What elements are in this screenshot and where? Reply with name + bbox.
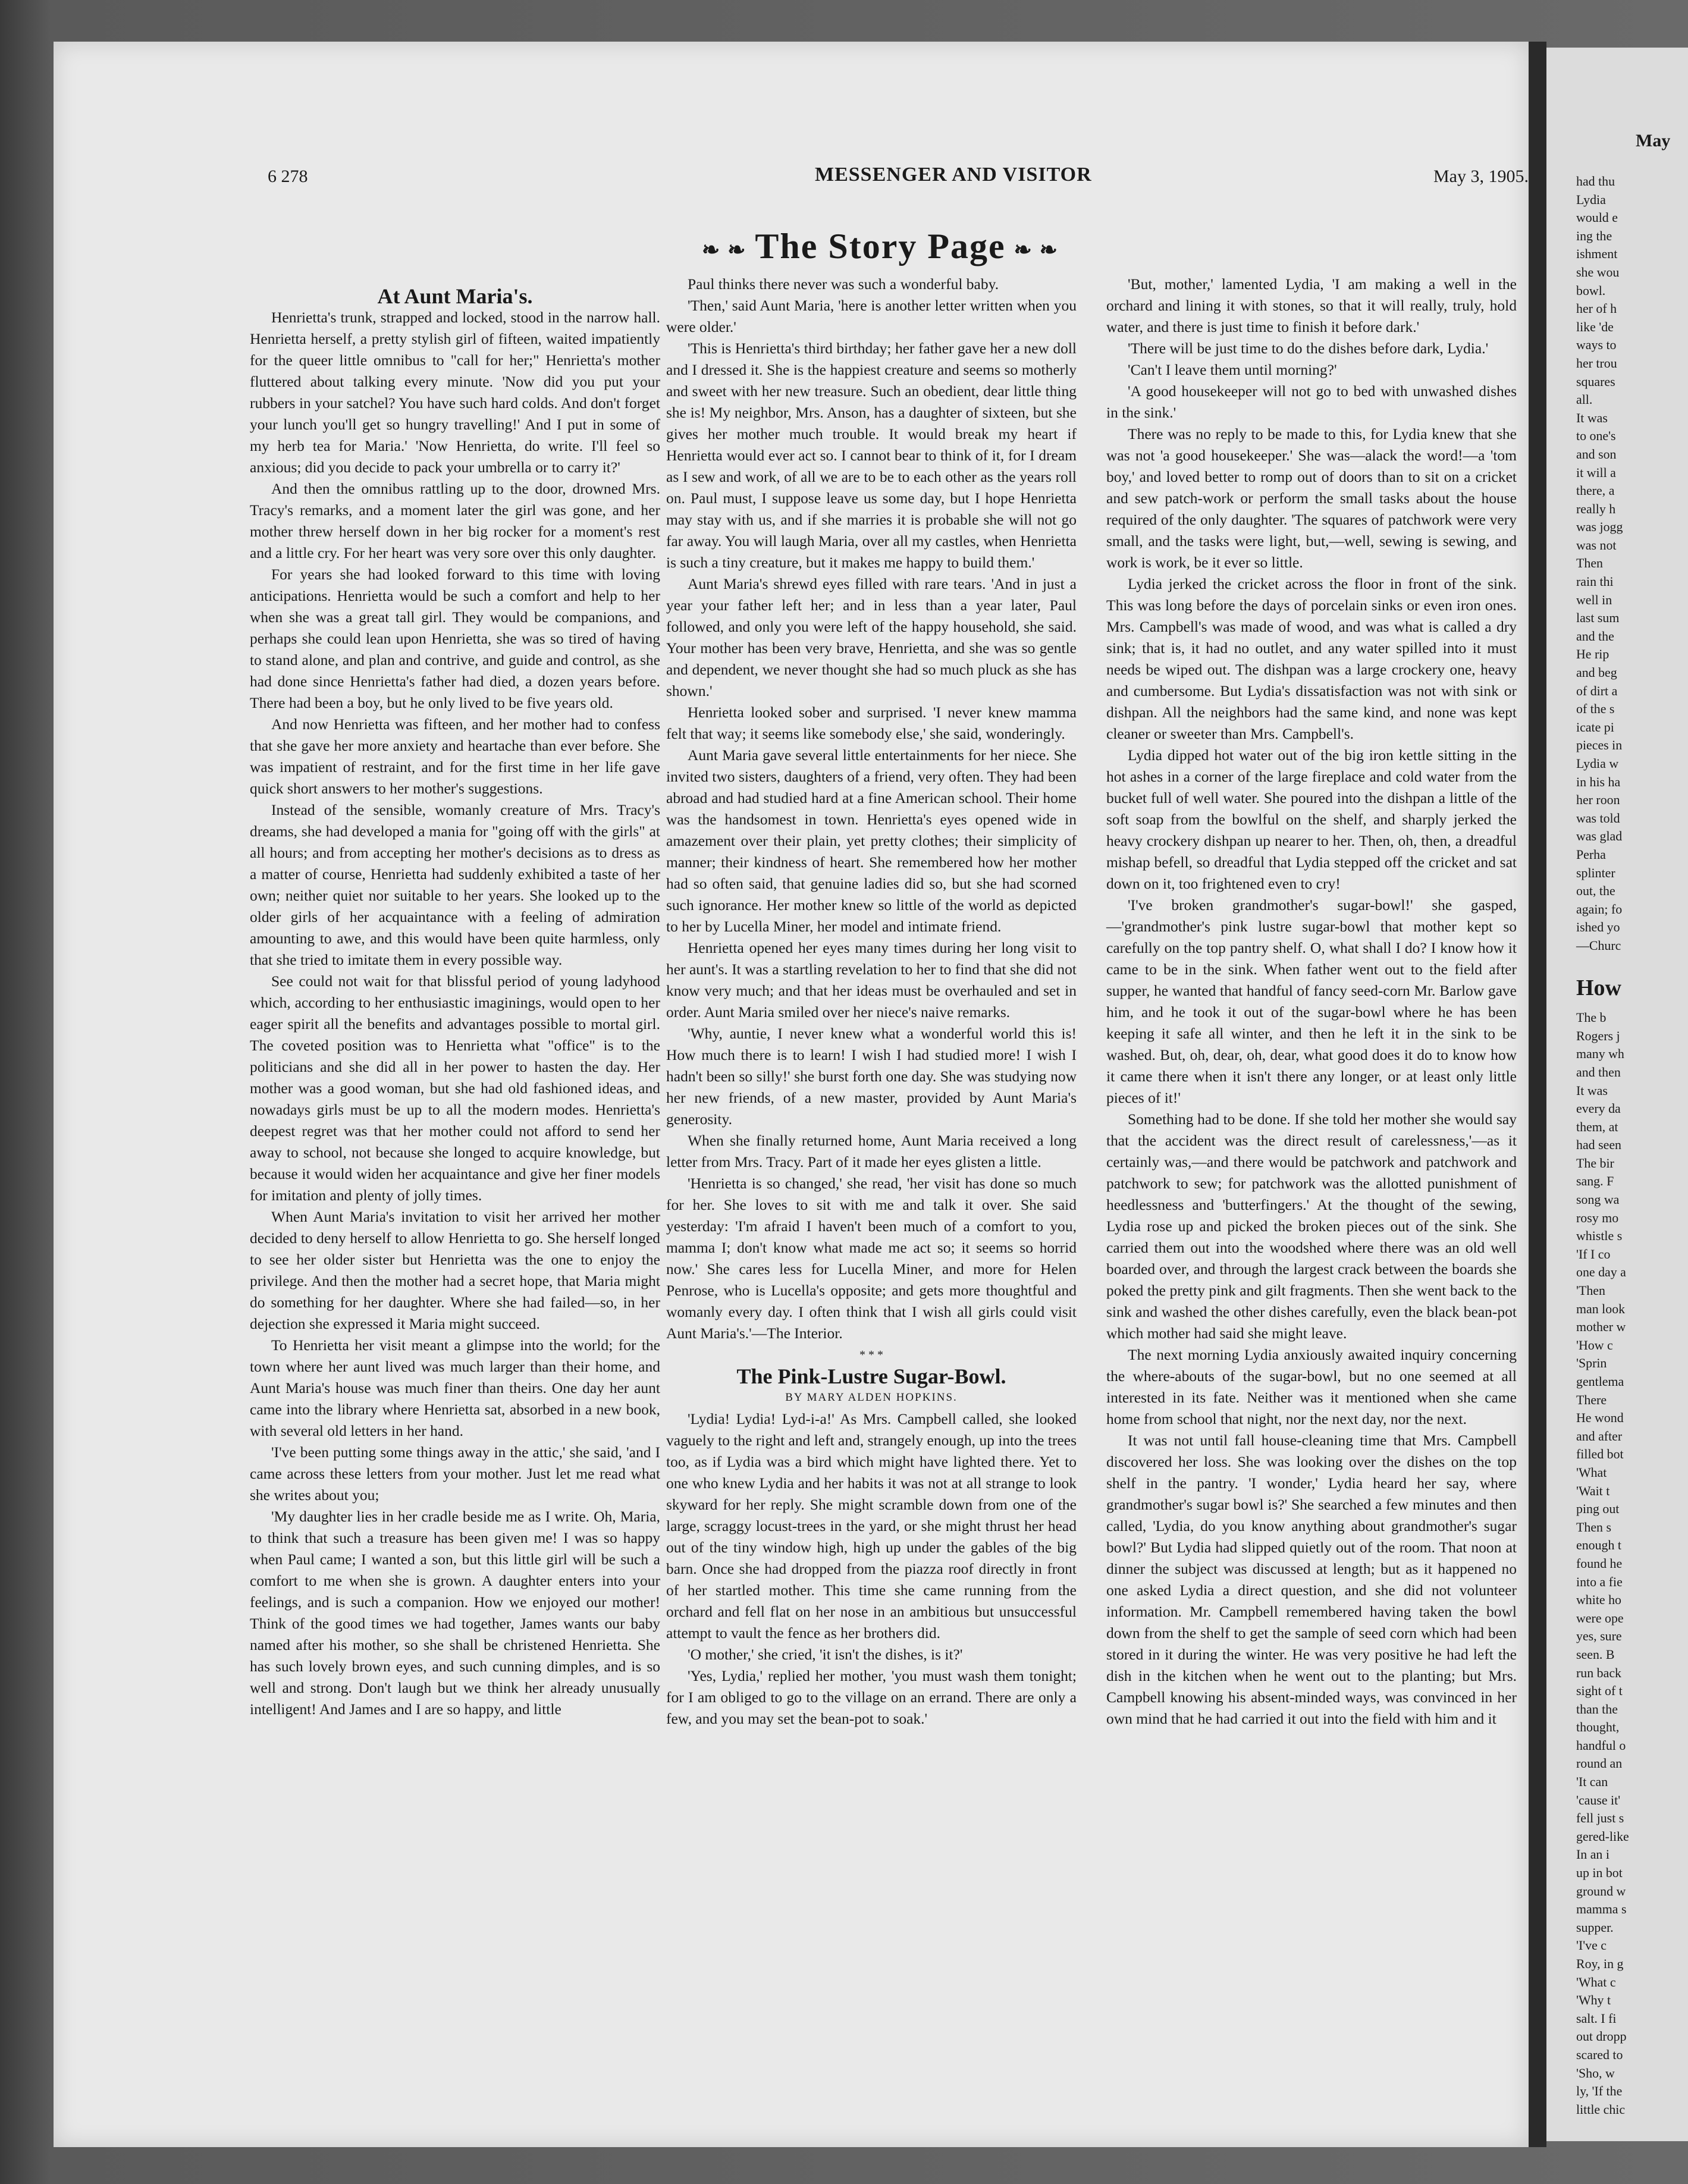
text-line: ground w — [1576, 1883, 1626, 1899]
text-line: 'Sho, w — [1576, 2065, 1615, 2081]
text-line: and son — [1576, 446, 1617, 462]
text-line: up in bot — [1576, 1865, 1623, 1881]
paragraph: Aunt Maria's shrewd eyes filled with rare tears. 'And in just a year your father left her; and in less than a year later, Paul followed, and only you were left of the happy household, she said. Your mother has been very brave, Henrietta, and she was so gentle and dependent, we never thought she had so much pluck as she has shown.' — [666, 575, 1077, 699]
text-line: filled bot — [1576, 1446, 1624, 1462]
text-line: and beg — [1576, 665, 1617, 680]
text-line: had thu — [1576, 174, 1615, 189]
column-3 — [1106, 274, 1517, 1730]
issue-date: May 3, 1905. — [1433, 167, 1529, 186]
text-line: bowl. — [1576, 283, 1606, 298]
text-line: sight of t — [1576, 1683, 1623, 1699]
text-line: thought, — [1576, 1719, 1620, 1735]
text-line: really h — [1576, 501, 1616, 516]
text-line: sang. F — [1576, 1173, 1614, 1189]
paragraph: 'Why, auntie, I never knew what a wonderful world this is! How much there is to learn! I wish I had studied more! I wish I hadn't been so silly!' she burst forth one day. She was studying now her new friends, of a new master, provided by Aunt Maria's generosity. — [666, 1025, 1077, 1128]
text-line: Roy, in g — [1576, 1956, 1624, 1971]
ornament-right-icon: ❧ ❧ — [1014, 238, 1059, 262]
text-line: ishment — [1576, 246, 1618, 262]
text-line: gered-like — [1576, 1828, 1629, 1844]
section-title — [672, 226, 1088, 267]
paragraph: 'But, mother,' lamented Lydia, 'I am making a well in the orchard and lining it with stones, so that it will really, truly, hold water, and there is just time to finish it before dark.' — [1106, 275, 1517, 335]
column-1 — [250, 285, 660, 1720]
paragraph: 'Can't I leave them until morning?' — [1128, 361, 1337, 378]
article-title: The Pink-Lustre Sugar-Bowl. — [736, 1364, 1006, 1388]
text-line: He rip — [1576, 647, 1609, 662]
text-line: 'What c — [1576, 1974, 1616, 1990]
text-line: salt. I fi — [1576, 2010, 1617, 2026]
text-line: In an i — [1576, 1847, 1609, 1862]
text-line: all. — [1576, 392, 1593, 407]
text-line: was jogg — [1576, 519, 1623, 535]
newspaper-page — [54, 42, 1529, 2147]
paragraph: 'My daughter lies in her cradle beside me as I write. Oh, Maria, to think that such a treasure has been given me! I was so happy when Paul came; I wanted a son, but this little girl will be such a comfort to me when she is grown. A daughter enters into your feelings, and is such a companion. How we enjoyed our mother! Think of the good times we had together, James wants our baby named after his mother, so she shall be christened Henrietta. She has such lovely brown eyes, and such cunning dimples, and is so well and strong. Don't laugh but we think her already unusually intelligent! And James and I are so happy, and little — [250, 1508, 660, 1718]
section-title-text: The Story Page — [755, 227, 1006, 266]
text-line: whistle s — [1576, 1228, 1623, 1244]
text-line: mamma s — [1576, 1901, 1627, 1917]
section-divider: * * * — [859, 1348, 883, 1361]
text-line: well in — [1576, 592, 1612, 607]
text-line: Then s — [1576, 1519, 1611, 1535]
paragraph: 'I've broken grandmother's sugar-bowl!' she gasped,—'grandmother's pink lustre sugar-bowl that mother kept so carefully on the top pantry shelf. O, what shall I do? I know how it came to be in the sink. When father went out to the field after supper, he wanted that handful of fancy seed-corn Mr. Barlow gave him, and he took it out of the sugar-bowl where he has been keeping it safe all winter, and then he left it in the sink to be washed. But, oh, dear, oh, dear, what good does it do to know how it came there when it isn't there any longer, or at least only little pieces of it!' — [1106, 896, 1517, 1106]
text-line: them, at — [1576, 1119, 1618, 1134]
text-line: handful o — [1576, 1737, 1626, 1753]
text-line: He wond — [1576, 1410, 1624, 1426]
text-line: last sum — [1576, 610, 1620, 626]
text-line: rosy mo — [1576, 1210, 1619, 1225]
text-line: into a fie — [1576, 1574, 1623, 1589]
text-line: song wa — [1576, 1192, 1620, 1207]
paragraph: Henrietta's trunk, strapped and locked, stood in the narrow hall. Henrietta herself, a pretty stylish girl of fifteen, waited impatiently for the queer little omnibus to "call for her;" Henrietta's mother fluttered about talking every minute. 'Now did you put your rubbers in your satchel? You have such hard colds. And don't forget your lunch you'll get so hungry travelling!' And I put in some of my herb tea for Maria.' 'Now Henrietta, do write. I'll feel so anxious; did you decide to pack your umbrella or to carry it?' — [250, 309, 660, 476]
text-line: one day a — [1576, 1264, 1626, 1280]
paragraph: To Henrietta her visit meant a glimpse into the world; for the town where her aunt lived was much larger than their home, and Aunt Maria's house was much finer than theirs. One day her aunt came into the library where Henrietta sat, absorbed in a new book, with several old letters in her hand. — [250, 1336, 660, 1439]
text-line: 'Sprin — [1576, 1355, 1607, 1371]
paragraph: See could not wait for that blissful period of young ladyhood which, according to her enthusiastic imaginings, would open to her eager spirit all the benefits and advantages possible to mortal girl. The coveted position was to Henrietta what "office" is to the politicians and she did all in her power to hasten the day. Her mother was a good woman, but she had old fashioned ideas, and nowadays girls must be up to all the modern modes. Henrietta's deepest regret was that her mother could not afford to send her away to school, not because she longed to acquire knowledge, but because it would widen her acquaintance and give her finer models for imitation and plenty of jolly times. — [250, 972, 660, 1204]
adjacent-page-fragment — [1546, 48, 1688, 2141]
text-line: It was — [1576, 410, 1608, 425]
text-line: There — [1576, 1392, 1607, 1407]
text-line: and then — [1576, 1064, 1621, 1080]
text-line: had seen — [1576, 1137, 1621, 1153]
paragraph: 'Yes, Lydia,' replied her mother, 'you must wash them tonight; for I am obliged to go to the village on an errand. There are only a few, and you may set the bean-pot to soak.' — [666, 1667, 1077, 1727]
text-line: seen. B — [1576, 1646, 1615, 1662]
text-line: The b — [1576, 1010, 1607, 1025]
text-line: there, a — [1576, 483, 1615, 498]
text-line: supper. — [1576, 1919, 1614, 1935]
text-line: 'Why t — [1576, 1992, 1611, 2008]
text-line: was told — [1576, 810, 1620, 826]
paragraph: And now Henrietta was fifteen, and her mother had to confess that she gave her more anxiety and heartache than ever before. She was impatient of restraint, and for the first time in her life gave quick short answers to her mother's suggestions. — [250, 716, 660, 797]
text-line: 'How c — [1576, 1337, 1613, 1353]
column-2 — [666, 274, 1077, 1730]
text-line: she wou — [1576, 264, 1620, 280]
text-line: Perha — [1576, 846, 1606, 862]
text-line: again; fo — [1576, 901, 1623, 917]
text-line: Rogers j — [1576, 1028, 1620, 1043]
paragraph: Henrietta looked sober and surprised. 'I never knew mamma felt that way; it seems like somebody else,' she said, wonderingly. — [666, 704, 1077, 742]
text-line: man look — [1576, 1301, 1626, 1316]
text-line: enough t — [1576, 1537, 1621, 1553]
text-line: her trou — [1576, 355, 1617, 371]
text-line: ping out — [1576, 1501, 1620, 1517]
text-line: out, the — [1576, 883, 1615, 899]
paragraph: When she finally returned home, Aunt Maria received a long letter from Mrs. Tracy. Part of it made her eyes glisten a little. — [666, 1132, 1077, 1171]
text-line: every da — [1576, 1101, 1621, 1116]
text-line: Lydia w — [1576, 756, 1619, 771]
text-line: 'Wait t — [1576, 1483, 1610, 1498]
text-line: 'I've c — [1576, 1938, 1607, 1953]
paragraph: 'Lydia! Lydia! Lyd-i-a!' As Mrs. Campbell called, she looked vaguely to the right and left and, strangely enough, up into the trees too, as if Lydia was a bird which might have lighted there. Yet to one who knew Lydia and her habits it was not at all strange to look skyward for her reply. She might scramble down from one of the large, scraggy locust-trees in the yard, or she might thrust her head out of the tiny window high, high up under the gables of the big barn. Once she had dropped from the piazza roof directly in front of her startled mother. This time she came running from the orchard and fell flat on her nose in an ambitious but unsuccessful attempt to vault the fence as her brothers did. — [666, 1410, 1077, 1642]
adjacent-page-header: May — [1636, 131, 1671, 150]
paragraph: Something had to be done. If she told her mother she would say that the accident was the direct result of carelessness,'—as it certainly was,—and there would be patchwork and patchwork and patchwork to sew; for patchwork was the allotted punishment of heedlessness and 'butterfingers.' At the thought of the sewing, Lydia rose up and picked the broken pieces out of the sink. She carried them out into the woodshed where there was an old well boarded over, and through the largest crack between the boards she poked the pretty pink and gilt fragments. Then she went back to the sink and washed the other dishes carefully, even the black bean-pot which mother had said she might leave. — [1106, 1110, 1517, 1342]
text-line: pieces in — [1576, 738, 1623, 753]
text-line: little chic — [1576, 2101, 1626, 2117]
text-line: 'If I co — [1576, 1246, 1611, 1262]
text-line: and after — [1576, 1428, 1623, 1444]
text-line: mother w — [1576, 1319, 1626, 1335]
paragraph: 'There will be just time to do the dishes before dark, Lydia.' — [1128, 340, 1489, 357]
text-line: it will a — [1576, 465, 1616, 480]
paragraph: It was not until fall house-cleaning time that Mrs. Campbell discovered her loss. She was looking over the dishes on the top shelf in the pantry. 'I wonder,' Lydia heard her say, where grandmother's sugar bowl is?' She searched a few minutes and then called, 'Lydia, do you know anything about grandmother's sugar bowl?' But Lydia had slipped quietly out of the room. That noon at dinner the subject was discussed at length; but as it happened no one asked Lydia a direct question, and she did not volunteer information. Mr. Campbell remembered having taken the bowl down from the shelf to get the sample of seed corn which had been stored in it during the winter. He was very positive he had left the dish in the kitchen when he went out to the planting; but Mrs. Campbell knowing his absent-minded ways, was convinced in her own mind that he had carried it out into the field with him and it — [1106, 1432, 1517, 1727]
paragraph: Lydia dipped hot water out of the big iron kettle sitting in the hot ashes in a corner of the large fireplace and cold water from the bucket full of well water. She poured into the dishpan a little of the soft soap from the bowlful on the shelf, and sharply jerked the heavy crockery dishpan up nearer to her. Then, oh, then, a dreadful mishap befell, so dreadful that Lydia stepped off the cricket and sat down on it, too frightened even to cry! — [1106, 746, 1517, 892]
adjacent-page-column — [1576, 172, 1688, 2119]
text-line: fell just s — [1576, 1810, 1624, 1826]
masthead: MESSENGER AND VISITOR — [815, 164, 1092, 186]
text-line: her of h — [1576, 301, 1617, 316]
text-line: like 'de — [1576, 319, 1614, 334]
text-line: 'What — [1576, 1464, 1607, 1480]
text-line: Lydia — [1576, 192, 1606, 207]
text-line: splinter — [1576, 865, 1615, 880]
paragraph: Aunt Maria gave several little entertainments for her niece. She invited two sisters, daughters of a friend, very often. They had been abroad and had studied hard at a fine American school. Their home was the handsomest in town. Henrietta's eyes opened wide in amazement over their plain, yet pretty clothes; their simplicity of manner; their kindness of heart. She remembered how her mother had so often said, that genuine ladies did so, but she had scorned such ignorance. Her mother knew so little of the world as depicted to her by Lucella Miner, her model and intimate friend. — [666, 746, 1077, 935]
text-line: run back — [1576, 1665, 1621, 1680]
text-line: icate pi — [1576, 719, 1614, 735]
text-line: to one's — [1576, 428, 1616, 444]
text-line: 'It can — [1576, 1774, 1608, 1790]
text-line: than the — [1576, 1701, 1618, 1717]
paragraph: 'I've been putting some things away in the attic,' she said, 'and I came across these letters from your mother. Just let me read what she writes about you; — [250, 1444, 660, 1504]
paragraph: Instead of the sensible, womanly creature of Mrs. Tracy's dreams, she had developed a mania for "going off with the girls" at all hours; and from accepting her mother's decisions as to dress as a matter of course, Henrietta had suddenly exhibited a taste of her own; neither quiet nor suitable to her years. She looked up to the older girls of her acquaintance with a feeling of admiration amounting to awe, and this would have been quite harmless, only that she tried to imitate them in every possible way. — [250, 801, 660, 968]
text-line: many wh — [1576, 1046, 1624, 1062]
text-line: The bir — [1576, 1155, 1614, 1171]
paragraph: 'A good housekeeper will not go to bed with unwashed dishes in the sink.' — [1106, 382, 1517, 421]
page-gutter — [1529, 42, 1546, 2147]
text-line: of dirt a — [1576, 683, 1618, 698]
paragraph: And then the omnibus rattling up to the door, drowned Mrs. Tracy's remarks, and a moment later the girl was gone, and her mother threw herself down in her big rocker for a moment's rest and a little cry. For her heart was very sore over this only daughter. — [250, 480, 660, 561]
paragraph: 'This is Henrietta's third birthday; her father gave her a new doll and I dressed it. She is the happiest creature and seems so motherly and sweet with her new treasure. Such an obedient, dear little thing she is! My neighbor, Mrs. Anson, has a daughter of sixteen, but she gives her mother much trouble. It would break my heart if Henrietta would ever act so. I cannot bear to think of it, for I dream as I sew and work, of all we are to be to each other as the years roll on. Paul must, I suppose leave us some day, but I hope Henrietta may stay with us, and if she marries it is probable she will not go far away. You will laugh Maria, over all my castles, when Henrietta is such a tiny creature, but it makes me happy to build them.' — [666, 340, 1077, 571]
paragraph: There was no reply to be made to this, for Lydia knew that she was not 'a good housekeeper.' She was—alack the word!—a 'tom boy,' and loved better to romp out of doors than to sit on a cricket and sew patch-work or perform the small tasks about the house required of the only daughter. 'The squares of patchwork were very small, and the tasks were light, but,—well, sewing is sewing, and work is work, be it ever so little. — [1106, 425, 1517, 571]
text-line: 'cause it' — [1576, 1792, 1621, 1808]
text-line: ing the — [1576, 228, 1612, 243]
text-line: It was — [1576, 1082, 1608, 1098]
paragraph: 'O mother,' she cried, 'it isn't the dishes, is it?' — [688, 1646, 963, 1663]
text-line: —Churc — [1576, 937, 1621, 953]
text-line: found he — [1576, 1555, 1623, 1571]
text-line: ished yo — [1576, 920, 1620, 935]
text-line: was not — [1576, 537, 1617, 553]
text-line: white ho — [1576, 1592, 1621, 1608]
paragraph: When Aunt Maria's invitation to visit her arrived her mother decided to deny herself to allow Henrietta to go. She herself longed to see her older sister but Henrietta was the one to enjoy the privilege. And then the mother had a secret hope, that Maria might do something for her daughter. Where she had failed—so, in her dejection she expressed it Maria might succeed. — [250, 1208, 660, 1332]
paragraph: Paul thinks there never was such a wonderful baby. — [688, 275, 999, 293]
text-line: 'Then — [1576, 1283, 1605, 1298]
paragraph: 'Henrietta is so changed,' she read, 'her visit has done so much for her. She loves to sit with me and talk it over. She said yesterday: 'I'm afraid I haven't been much of a comfort to you, mamma I; don't know what made me act so; it seems so horrid now.' She cares less for Lucella Miner, and more for Helen Penrose, who is Lucella's opposite; and gets more thoughtful and womanly every day. I often think that I wish all girls could visit Aunt Maria's.'—The Interior. — [666, 1175, 1077, 1342]
page-header — [196, 125, 1529, 186]
text-line: were ope — [1576, 1610, 1624, 1626]
article-title: How — [1576, 975, 1621, 1000]
article-title: At Aunt Maria's. — [377, 284, 533, 308]
page-number: 6 278 — [268, 167, 308, 186]
text-line: squares — [1576, 374, 1615, 389]
text-line: was glad — [1576, 829, 1623, 844]
paragraph: The next morning Lydia anxiously awaited inquiry concerning the where-abouts of the sugar-bowl, but no one seemed at all interested in its fate. Neither was it mentioned when she came home from school that night, nor the next day, nor the next. — [1106, 1346, 1517, 1427]
text-line: Then — [1576, 556, 1603, 571]
text-line: ly, 'If the — [1576, 2083, 1623, 2099]
text-line: would e — [1576, 210, 1618, 225]
paragraph: For years she had looked forward to this time with loving anticipations. Henrietta would be such a comfort and help to her when she was a great tall girl. They would be companions, and perhaps she could lean upon Henrietta, she was so tired of having to stand alone, and plan and contrive, and guide and control, as she had done since Henrietta's father had died, a dozen years before. There had been a boy, but he only lived to be five years old. — [250, 566, 660, 711]
paragraph: Lydia jerked the cricket across the floor in front of the sink. This was long before the days of porcelain sinks or even iron ones. Mrs. Campbell's was made of wood, and was what is called a dry sink; that is, it had no outlet, and any water spilled into it must needs be wiped out. The dishpan was a large crockery one, heavy and cumbersome. But Lydia's dissatisfaction was not with sink or dishpan. All the neighbors had the same kind, and none was kept cleaner or sweeter than Mrs. Campbell's. — [1106, 575, 1517, 742]
text-line: ways to — [1576, 337, 1617, 353]
text-line: and the — [1576, 628, 1614, 644]
text-line: scared to — [1576, 2047, 1623, 2062]
paragraph: Henrietta opened her eyes many times during her long visit to her aunt's. It was a startling revelation to her to find that she did not know very much; and that her ideas must be overhauled and set in order. Aunt Maria smiled over her niece's naive remarks. — [666, 939, 1077, 1021]
text-line: of the s — [1576, 701, 1615, 717]
ornament-left-icon: ❧ ❧ — [702, 238, 747, 262]
text-line: gentlema — [1576, 1374, 1624, 1389]
text-line: in his ha — [1576, 774, 1621, 789]
byline: BY MARY ALDEN HOPKINS. — [785, 1391, 958, 1404]
paragraph: 'Then,' said Aunt Maria, 'here is another letter written when you were older.' — [666, 297, 1077, 335]
text-line: out dropp — [1576, 2029, 1627, 2044]
text-line: yes, sure — [1576, 1628, 1622, 1644]
text-line: rain thi — [1576, 574, 1614, 589]
text-line: round an — [1576, 1756, 1623, 1771]
text-line: her roon — [1576, 792, 1620, 808]
